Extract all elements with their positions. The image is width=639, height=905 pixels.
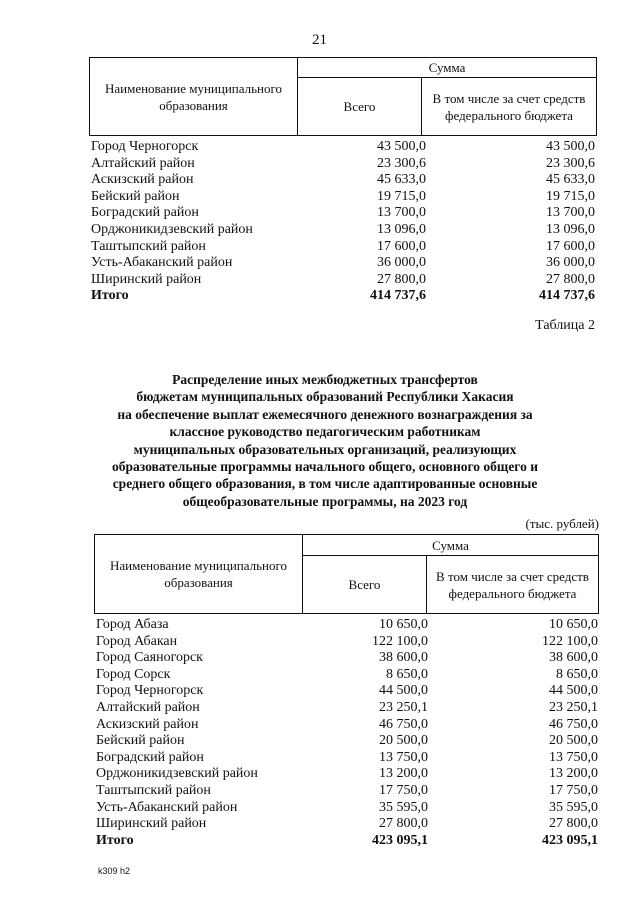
row-total-value: 17 600,0	[377, 238, 426, 254]
table2-title	[90, 371, 560, 510]
row-total-value: 20 500,0	[379, 733, 428, 749]
row-total-value: 46 750,0	[379, 716, 428, 732]
row-name: Орджоникидзевский район	[91, 221, 253, 237]
table2-caption: Таблица 2	[535, 318, 595, 333]
row-name: Город Сорск	[96, 666, 171, 682]
table-row	[96, 617, 604, 634]
row-name: Город Саяногорск	[96, 650, 203, 666]
title-line: общеобразовательные программы, на 2023 год	[182, 493, 468, 509]
table1-federal-col-header: В том числе за счет средств федерального бюджета	[422, 78, 597, 136]
table-row	[91, 222, 599, 239]
row-total-value: 27 800,0	[377, 271, 426, 287]
row-total-value: 423 095,1	[372, 832, 428, 848]
row-federal-value: 36 000,0	[546, 255, 595, 271]
table-row	[96, 667, 604, 684]
table1-total-col-header: Всего	[298, 78, 422, 136]
row-name: Ширинский район	[96, 816, 207, 832]
row-total-value: 35 595,0	[379, 799, 428, 815]
row-federal-value: 20 500,0	[549, 733, 598, 749]
table-row	[96, 766, 604, 783]
title-line: образовательные программы начального общего, основного общего и	[111, 459, 539, 475]
row-total-value: 13 096,0	[377, 221, 426, 237]
row-name: Усть-Абаканский район	[91, 255, 233, 271]
row-federal-value: 13 750,0	[549, 749, 598, 765]
row-federal-value: 44 500,0	[549, 683, 598, 699]
row-name: Аскизский район	[96, 716, 199, 732]
row-total-value: 8 650,0	[386, 666, 428, 682]
table-row	[91, 239, 599, 256]
row-federal-value: 43 500,0	[546, 139, 595, 154]
row-name: Алтайский район	[91, 155, 195, 171]
row-total-value: 19 715,0	[377, 188, 426, 204]
row-name: Ширинский район	[91, 271, 202, 287]
row-federal-value: 423 095,1	[542, 832, 598, 848]
row-total-value: 122 100,0	[372, 633, 428, 649]
table-row	[96, 634, 604, 651]
table-row	[91, 255, 599, 272]
title-line: классное руководство педагогическим работникам	[169, 424, 481, 440]
row-name: Бейский район	[91, 188, 180, 204]
table-row	[96, 717, 604, 734]
row-total-value: 23 250,1	[379, 699, 428, 715]
row-federal-value: 45 633,0	[546, 172, 595, 188]
title-line: муниципальных образовательных организаций, реализующих	[133, 441, 517, 457]
row-federal-value: 122 100,0	[542, 633, 598, 649]
table-row	[96, 750, 604, 767]
row-total-value: 27 800,0	[379, 816, 428, 832]
row-federal-value: 10 650,0	[549, 617, 598, 632]
table1-sum-header: Сумма	[298, 58, 597, 78]
title-line: бюджетам муниципальных образований Республики Хакасия	[136, 389, 514, 405]
row-total-value: 45 633,0	[377, 172, 426, 188]
row-federal-value: 17 600,0	[546, 238, 595, 254]
table-row	[96, 683, 604, 700]
row-name: Аскизский район	[91, 172, 194, 188]
table-row	[91, 172, 599, 189]
row-federal-value: 46 750,0	[549, 716, 598, 732]
table1-name-col-header: Наименование муниципального образования	[90, 58, 298, 136]
row-federal-value: 17 750,0	[549, 782, 598, 798]
row-federal-value: 414 737,6	[539, 288, 595, 304]
row-federal-value: 13 096,0	[546, 221, 595, 237]
row-name: Бейский район	[96, 733, 185, 749]
title-line: среднего общего образования, в том числе адаптированные основные	[112, 476, 538, 492]
row-name: Таштыпский район	[91, 238, 206, 254]
title-line: на обеспечение выплат ежемесячного денежного вознаграждения за	[117, 406, 533, 422]
row-total-value: 10 650,0	[379, 617, 428, 632]
table2-federal-col-header: В том числе за счет средств федерального бюджета	[427, 556, 599, 614]
row-total-value: 17 750,0	[379, 782, 428, 798]
row-total-value: 414 737,6	[370, 288, 426, 304]
row-federal-value: 27 800,0	[549, 816, 598, 832]
row-federal-value: 23 250,1	[549, 699, 598, 715]
table-total-row	[96, 833, 604, 850]
footer-code: k309 h2	[98, 866, 131, 876]
table-row	[91, 205, 599, 222]
row-name: Город Абакан	[96, 633, 178, 649]
row-name: Алтайский район	[96, 699, 200, 715]
row-name: Город Черногорск	[96, 683, 204, 699]
table2-header	[94, 534, 599, 614]
table-row	[96, 733, 604, 750]
row-total-value: 23 300,6	[377, 155, 426, 171]
table1-body	[91, 139, 599, 305]
row-total-value: 36 000,0	[377, 255, 426, 271]
row-federal-value: 19 715,0	[546, 188, 595, 204]
row-federal-value: 27 800,0	[546, 271, 595, 287]
row-name: Боградский район	[91, 205, 199, 221]
row-name: Город Абаза	[96, 617, 169, 632]
row-total-value: 13 750,0	[379, 749, 428, 765]
table-total-row	[91, 288, 599, 305]
row-federal-value: 23 300,6	[546, 155, 595, 171]
row-federal-value: 8 650,0	[556, 666, 598, 682]
row-total-value: 13 200,0	[379, 766, 428, 782]
row-name: Усть-Абаканский район	[96, 799, 238, 815]
row-name: Таштыпский район	[96, 782, 211, 798]
row-name: Город Черногорск	[91, 139, 199, 154]
table2-name-col-header: Наименование муниципального образования	[95, 535, 303, 614]
row-total-value: 44 500,0	[379, 683, 428, 699]
table-row	[91, 189, 599, 206]
table2-unit: (тыс. рублей)	[525, 516, 599, 531]
row-name: Итого	[96, 832, 134, 848]
table2-total-col-header: Всего	[303, 556, 427, 614]
table-row	[96, 700, 604, 717]
row-total-value: 38 600,0	[379, 650, 428, 666]
table1-header	[89, 57, 597, 136]
row-name: Боградский район	[96, 749, 204, 765]
row-federal-value: 13 700,0	[546, 205, 595, 221]
table-row	[96, 800, 604, 817]
page-number: 21	[312, 32, 327, 48]
table-row	[91, 156, 599, 173]
table-row	[91, 272, 599, 289]
table-row	[96, 816, 604, 833]
table2-sum-header: Сумма	[303, 535, 599, 556]
table-row	[91, 139, 599, 156]
row-federal-value: 13 200,0	[549, 766, 598, 782]
row-total-value: 13 700,0	[377, 205, 426, 221]
row-total-value: 43 500,0	[377, 139, 426, 154]
table2-body	[96, 617, 604, 849]
table-row	[96, 650, 604, 667]
row-federal-value: 38 600,0	[549, 650, 598, 666]
row-federal-value: 35 595,0	[549, 799, 598, 815]
table-row	[96, 783, 604, 800]
title-line: Распределение иных межбюджетных трансфертов	[172, 372, 478, 387]
row-name: Орджоникидзевский район	[96, 766, 258, 782]
row-name: Итого	[91, 288, 129, 304]
